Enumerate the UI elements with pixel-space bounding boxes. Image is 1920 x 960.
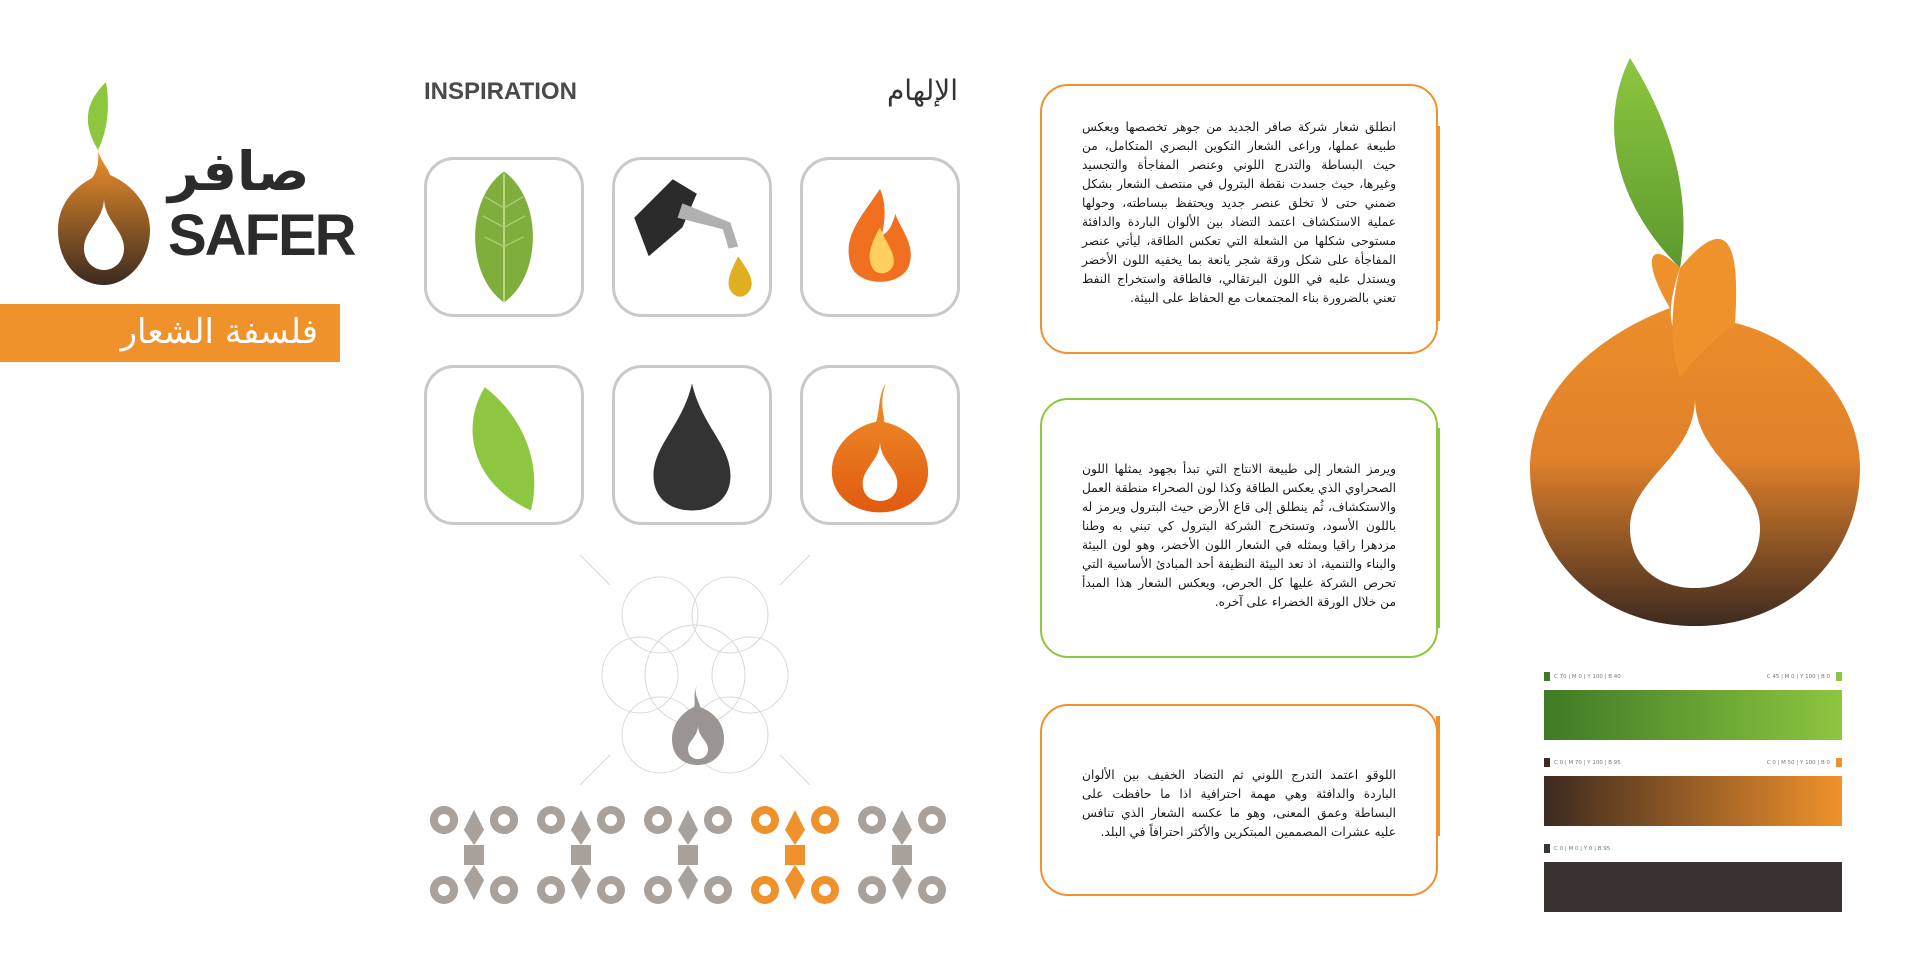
tile-flame-drop — [800, 365, 960, 525]
swatch-code-right: C 45 | M 0 | Y 100 | B 0 — [1766, 674, 1830, 680]
swatch-chip-orange — [1836, 758, 1842, 767]
flame-icon — [803, 160, 957, 314]
leaf-shape-icon — [427, 368, 581, 522]
swatch-code-left: C 0 | M 70 | Y 100 | B 95 — [1554, 760, 1621, 766]
panel-2-text: ويرمز الشعار إلى طبيعة الانتاج التي تبدأ بجهود يمثلها اللون الصحراوي الذي يعكس الطاقة وكذا لون الصحراء منطقة العمل والاستكشاف، ثُم ينطلق إلى قاع الأرض حيث البترول ويرمز له باللون الأسود، وتستخرج الشركة البترول كي تبني به وطنا مزدهرا راقيا ويمثله في الشعار اللون الأخضر، وهو لون البيئة والبناء والتنمية، اذ تعد البيئة النظيفة أحد المبادئ الأساسية التي تحرص الشركة عليها كل الحرص، ويعكس الشعار هذا المبدأ من خلال الورقة الخضراء على آخره. — [1082, 462, 1396, 609]
sketch-icon — [580, 555, 810, 785]
tile-leaf-photo — [424, 157, 584, 317]
brand-logo — [58, 80, 378, 290]
swatch-solid-dark — [1544, 862, 1842, 912]
panel-2-accent — [1436, 428, 1440, 628]
panel-3-accent — [1436, 716, 1440, 836]
brand-latin-name: SAFER — [168, 203, 355, 268]
text-panel-3 — [1040, 704, 1438, 896]
panel-1-text: انطلق شعار شركة صافر الجديد من جوهر تخصصها ويعكس طبيعة عملها، وراعى الشعار التكوين البصري المتكامل، من حيث البساطة والتدرج اللوني وعنصر المفاجأة والتجسيد وغيرها، حيث جسدت نقطة البترول في منتصف الشعار بشكل ضمني حتى لا تخلق عنصر جديد ويحتفظ ببساطته، وحولها عملية الاستكشاف اعتمد التضاد بين الألوان الباردة والدافئة مستوحى شكلها من الشعلة التي تعكس الطاقة، ليأتي عنصر المفاجأة على شكل ورقة شجر يانعة بما يخفيه اللون الأخضر ويستدل عليه في اللون البرتقالي، فالطاقة واستخراج النفط تعني بالضرورة بناء المجتمعات مع الحفاظ على البيئة. — [1082, 120, 1396, 305]
swatch-chip-dark-brown — [1544, 758, 1550, 767]
large-logo — [1530, 58, 1870, 628]
tile-oil-drop — [612, 365, 772, 525]
logo-construction-sketch — [580, 555, 810, 785]
fuel-nozzle-icon — [615, 160, 769, 314]
pattern-strip — [424, 800, 959, 910]
inspiration-title-ar: الإلهام — [886, 74, 958, 107]
swatch-orange — [1544, 758, 1842, 828]
swatch-chip-dark — [1544, 844, 1550, 853]
text-panel-2 — [1040, 398, 1438, 658]
swatch-gradient-orange — [1544, 776, 1842, 826]
brand-banner — [0, 304, 340, 362]
swatch-code-right: C 0 | M 50 | Y 100 | B 0 — [1766, 760, 1830, 766]
panel-1-accent — [1436, 126, 1440, 321]
swatch-green — [1544, 672, 1842, 742]
brand-arabic-name: صافر — [168, 140, 310, 203]
inspiration-title-en: INSPIRATION — [424, 78, 577, 105]
tile-fuel-nozzle — [612, 157, 772, 317]
tile-flame — [800, 157, 960, 317]
tile-leaf-shape — [424, 365, 584, 525]
swatch-chip-light-green — [1836, 672, 1842, 681]
safer-logo-icon — [1530, 58, 1870, 628]
panel-3-text: اللوقو اعتمد التدرج اللوني ثم التضاد الخفيف بين الألوان الباردة والدافئة وهي مهمة احترافية اذا ما حافظت على البساطة وعمق المعنى، وهو ما عكسه الشعار الذي تنافس عليه عشرات المصممين المبتكرين والأكثر احترافاً في البلد. — [1082, 768, 1396, 839]
swatch-code-left: C 0 | M 0 | Y 0 | B 95 — [1554, 846, 1611, 852]
oil-drop-icon — [615, 368, 769, 522]
text-panel-1 — [1040, 84, 1438, 354]
swatch-code-left: C 70 | M 0 | Y 100 | B 40 — [1554, 674, 1621, 680]
banner-text: فلسفة الشعار — [120, 312, 318, 352]
swatch-dark — [1544, 844, 1842, 914]
swatch-chip-dark-green — [1544, 672, 1550, 681]
leaf-icon — [427, 160, 581, 314]
swatch-gradient-green — [1544, 690, 1842, 740]
pattern-icon — [424, 800, 959, 910]
flame-drop-icon — [803, 368, 957, 522]
